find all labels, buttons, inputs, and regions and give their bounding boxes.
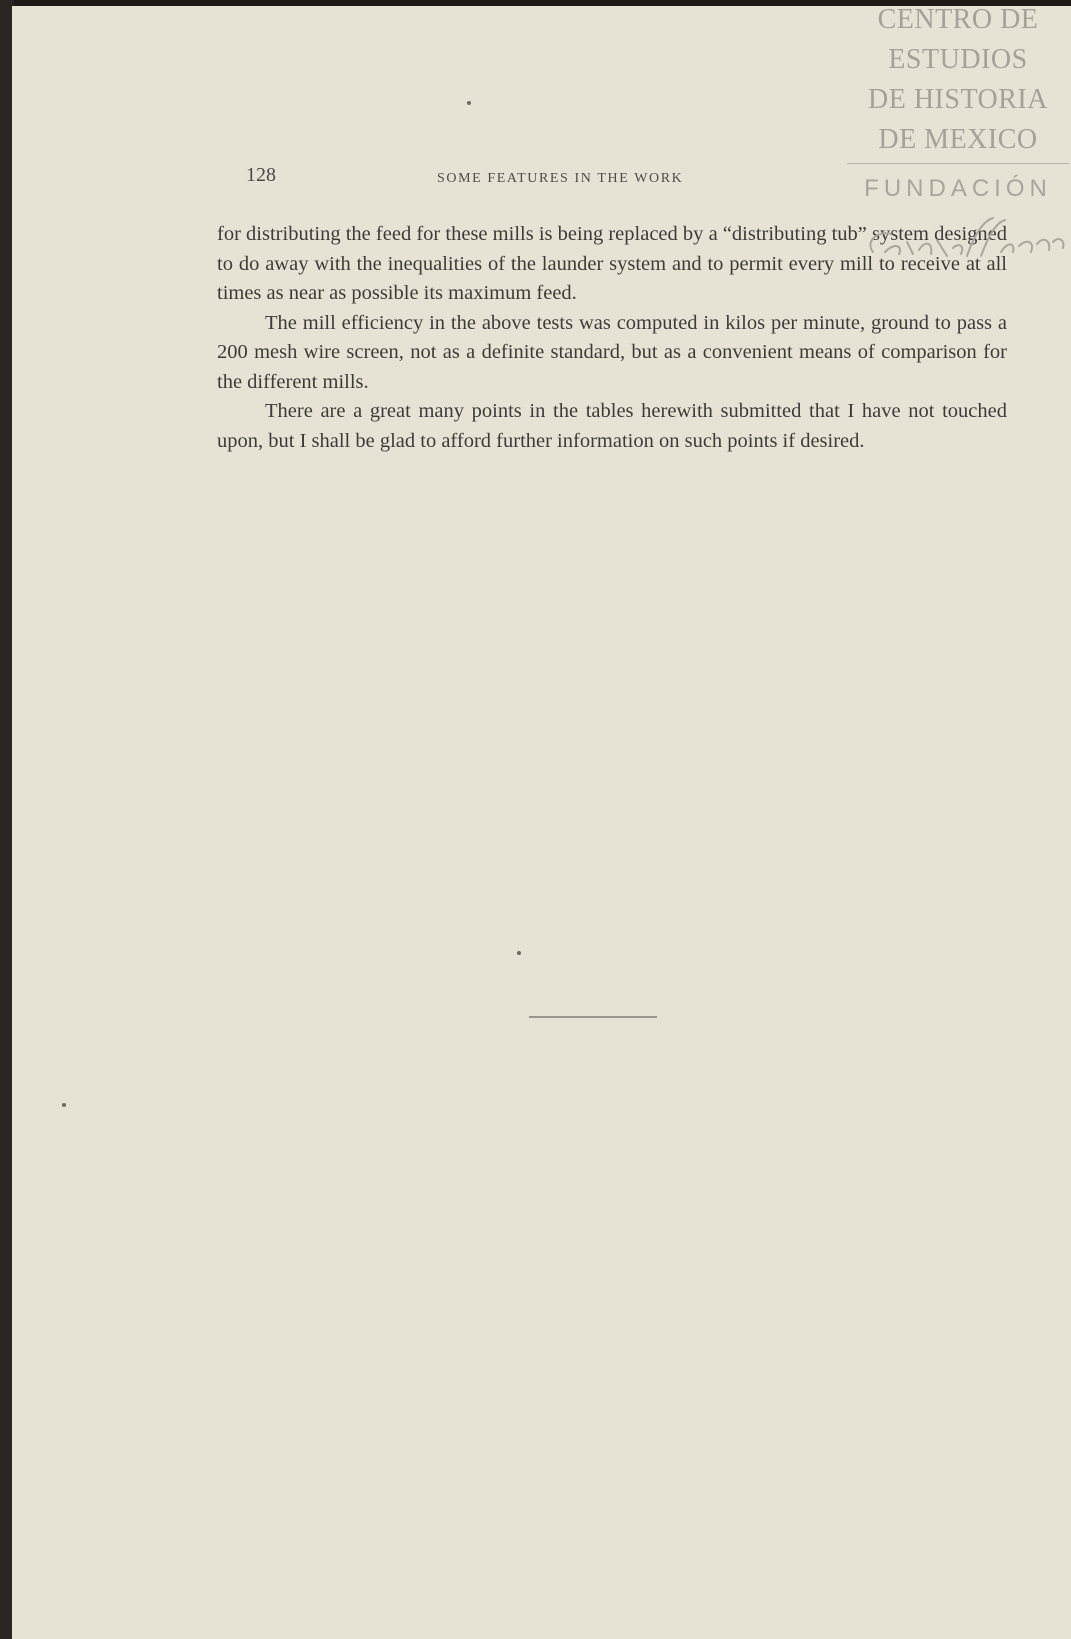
stamp-foundation: FUNDACIÓN: [864, 175, 1052, 202]
stamp-line: CENTRO DE: [877, 4, 1039, 35]
paper-speck: [467, 101, 471, 105]
stamp-line: ESTUDIOS: [888, 44, 1028, 75]
paper-speck: [62, 1103, 66, 1107]
stamp-line: DE HISTORIA: [868, 84, 1048, 115]
section-end-rule: [529, 1016, 657, 1018]
signature-watermark: [855, 212, 1071, 272]
page-number: 128: [246, 164, 276, 186]
paragraph-closing: There are a great many points in the tables herewith submitted that I have not touched upon, but I shall be glad to afford further information on such points if desired.: [217, 400, 1007, 452]
stamp-line: DE MEXICO: [878, 124, 1038, 155]
paragraph-mill-efficiency: The mill efficiency in the above tests was computed in kilos per minute, ground to pass a 200 mesh wire screen, not as a definite standard, but as a convenient means of comparison for the different mills.: [217, 311, 1007, 393]
paper-speck: [517, 951, 521, 955]
archive-watermark-stamp: [845, 0, 1071, 214]
stamp-divider: [847, 163, 1069, 164]
running-title: SOME FEATURES IN THE WORK: [437, 171, 684, 186]
paragraph-continued: for distributing the feed for these mills is being replaced by a “distributing tub” system designed to do away with the inequalities of the launder system and to permit every mill to receive at all times as near as possible its maximum feed.: [217, 223, 1007, 304]
